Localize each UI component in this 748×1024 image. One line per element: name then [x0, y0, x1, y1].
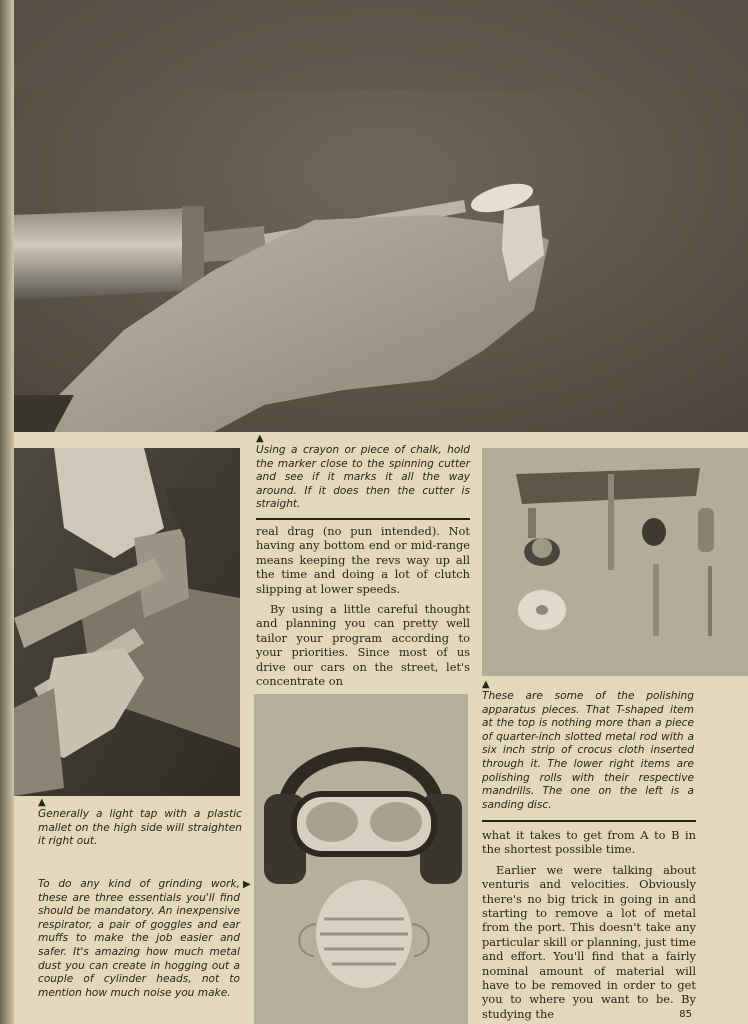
caption-marker [256, 434, 470, 512]
caption-polishing-text: These are some of the polishing apparatus pieces. That T-shaped item at the top is nothing more than a piece of quarter-inch slotted metal rod with a six inch strip of crocus cloth inserted through it. The lower right items are polishing rolls with their respective mandrills. The one on the left is a sanding disc. [482, 690, 694, 811]
article-paragraph: what it takes to get from A to B in the shortest possible time. [482, 828, 696, 857]
caption-mallet [38, 798, 242, 849]
photo-polishing-apparatus [482, 448, 748, 676]
caption-safety-gear [38, 878, 240, 1000]
article-paragraph: Earlier we were talking about venturis and velocities. Obviously there's no big trick in going in and starting to remove a lot of metal from the port. This doesn't take any particular skill or planning, just time and effort. You'll find that a fairly nominal amount of material will have to be removed in order to get you to where you want to be. By studying the [482, 862, 696, 1021]
photo-safety-gear [254, 694, 468, 1024]
page-gutter [0, 0, 14, 1024]
divider-rule [482, 820, 696, 822]
right-arrow-icon: ▶ [243, 879, 251, 890]
article-paragraph: real drag (no pun intended). Not having any bottom end or mid-range means keeping the revs way up all the time and doing a lot of clutch slipping at lower speeds. [256, 524, 470, 596]
caption-polishing [482, 680, 694, 812]
article-paragraph: By using a little careful thought and planning you can pretty well tailor your program according to your priorities. Since most of us drive our cars on the street, let's concentrate on [256, 602, 470, 689]
caption-marker-text: Using a crayon or piece of chalk, hold the marker close to the spinning cutter and see if it marks it all the way around. If it does then the cutter is straight. [256, 444, 470, 511]
caption-mallet-text: Generally a light tap with a plastic mallet on the high side will straighten it right out. [38, 808, 242, 848]
photo-grinder-chalk [14, 0, 748, 432]
up-arrow-icon: ▲ [256, 433, 264, 444]
up-arrow-icon: ▲ [38, 797, 46, 808]
caption-safety-text: To do any kind of grinding work, these are three essentials you'll find should be mandatory. An inexpensive respirator, a pair of goggles and ear muffs to make the job easier and safer. It's amazing how much metal dust you can create in hogging out a couple of cylinder heads, not to mention how much noise you make. [38, 878, 240, 999]
up-arrow-icon: ▲ [482, 679, 490, 690]
divider-rule [256, 518, 470, 520]
photo-mallet-tap [14, 448, 240, 796]
article-column-middle [256, 524, 470, 689]
page-number: 85 [679, 1009, 692, 1020]
